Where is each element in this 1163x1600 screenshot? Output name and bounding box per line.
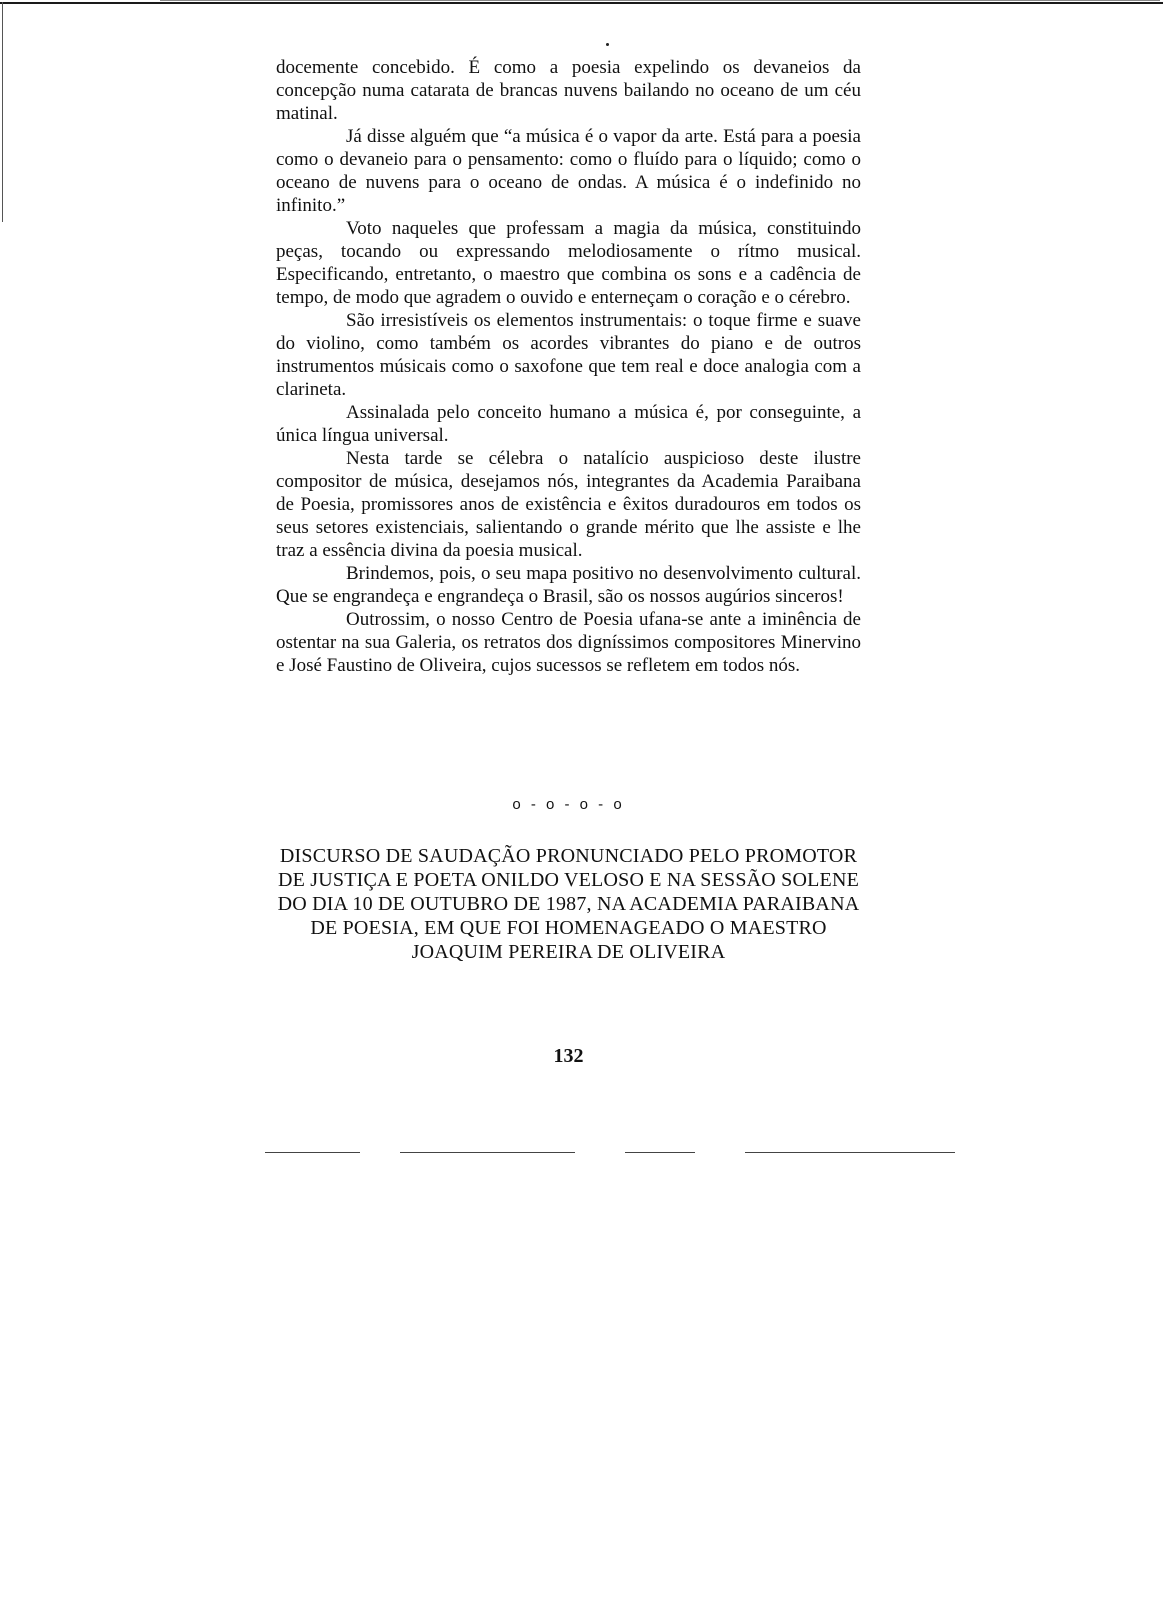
scan-border-top-faint (160, 0, 1160, 1)
paragraph: Nesta tarde se célebra o natalício auspicioso deste ilustre compositor de música, desejamos nós, integrantes da Academia Paraibana de Poesia, promissores anos de existência e êxitos duradouros em todos os seus setores existenciais, salientando o grande mérito que lhe assiste e lhe traz a essência divina da poesia musical. (276, 448, 861, 561)
section-heading: DISCURSO DE SAUDAÇÃO PRONUNCIADO PELO PROMOTOR DE JUSTIÇA E POETA ONILDO VELOSO E NA SESSÃO SOLENE DO DIA 10 DE OUTUBRO DE 1987, NA ACADEMIA PARAIBANA DE POESIA, EM QUE FOI HOMENAGEADO O MAESTRO JOAQUIM PEREIRA DE OLIVEIRA (277, 845, 860, 963)
paragraph: Assinalada pelo conceito humano a música é, por conseguinte, a única língua universal. (276, 402, 861, 446)
scan-border-top (0, 2, 1163, 4)
paragraph: Brindemos, pois, o seu mapa positivo no desenvolvimento cultural. Que se engrandeça e engrandeça o Brasil, são os nossos augúrios sinceros! (276, 563, 861, 607)
paragraph: Outrossim, o nosso Centro de Poesia ufana-se ante a iminência de ostentar na sua Galeria, os retratos dos digníssimos compositores Minervino e José Faustino de Oliveira, cujos sucessos se refletem em todos nós. (276, 609, 861, 676)
scan-rule (625, 1152, 695, 1153)
paragraph: São irresistíveis os elementos instrumentais: o toque firme e suave do violino, como também os acordes vibrantes do piano e de outros instrumentos músicais como o saxofone que tem real e doce analogia com a clarineta. (276, 310, 861, 400)
scan-border-left (2, 2, 3, 222)
scan-rule (400, 1152, 575, 1153)
scan-rule (745, 1152, 955, 1153)
page-number: 132 (553, 1045, 584, 1067)
scan-speck (606, 43, 609, 46)
paragraph: Voto naqueles que professam a magia da música, constituindo peças, tocando ou expressando melodiosamente o rítmo musical. Especificando, entretanto, o maestro que combina os sons e a cadência de tempo, de modo que agradem o ouvido e enterneçam o coração e o cérebro. (276, 218, 861, 308)
document-body (276, 56, 861, 677)
paragraph: Já disse alguém que “a música é o vapor da arte. Está para a poesia como o devaneio para o pensamento: como o fluído para o líquido; como o oceano de nuvens para o oceano de ondas. A música é o indefinido no infinito.” (276, 126, 861, 216)
section-separator: o - o - o - o (512, 796, 625, 813)
paragraph: docemente concebido. É como a poesia expelindo os devaneios da concepção numa catarata de brancas nuvens bailando no oceano de um céu matinal. (276, 57, 861, 124)
scan-rule (265, 1152, 360, 1153)
